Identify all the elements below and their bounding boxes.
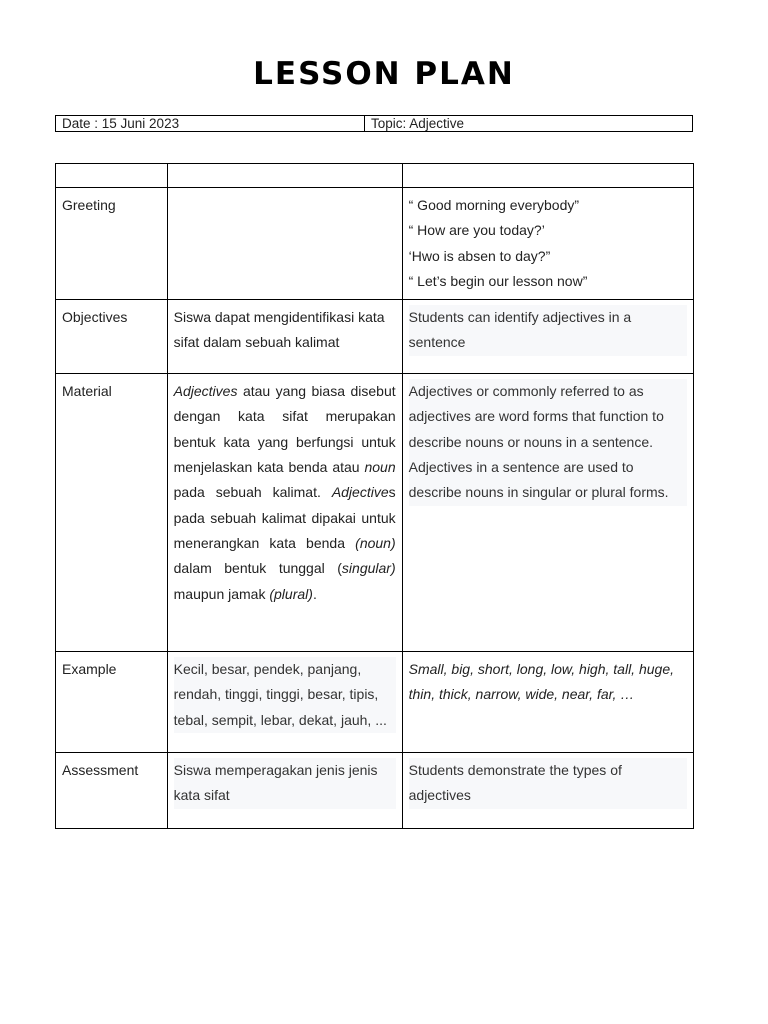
material-text: (plural) bbox=[269, 585, 313, 602]
example-en: Small, big, short, long, low, high, tall, huge, thin, thick, narrow, wide, near, far, … bbox=[402, 652, 693, 753]
table-row-material bbox=[56, 374, 694, 652]
header-table bbox=[55, 115, 693, 132]
topic-cell: Topic: Adjective bbox=[365, 116, 693, 132]
material-text: maupun jamak bbox=[173, 585, 270, 602]
greeting-line: “ Let’s begin our lesson now” bbox=[408, 272, 588, 289]
assessment-en: Students demonstrate the types of adjectives bbox=[409, 758, 687, 809]
row-label: Greeting bbox=[56, 188, 168, 300]
material-text: (noun) bbox=[355, 534, 396, 551]
greeting-line: “ How are you today?’ bbox=[408, 222, 545, 239]
table-row-objectives bbox=[56, 300, 694, 374]
material-id bbox=[167, 374, 402, 652]
greeting-line: ‘Hwo is absen to day?” bbox=[408, 247, 551, 264]
lesson-table bbox=[55, 163, 694, 829]
objectives-en: Students can identify adjectives in a sentence bbox=[409, 305, 687, 356]
row-label: Material bbox=[56, 374, 168, 652]
material-en-cell bbox=[402, 374, 693, 652]
row-label: Objectives bbox=[56, 300, 168, 374]
material-text: Adjectives bbox=[173, 383, 238, 400]
material-text: noun bbox=[364, 459, 396, 476]
objectives-en-cell bbox=[402, 300, 693, 374]
material-text: singular) bbox=[341, 560, 396, 577]
assessment-id: Siswa memperagakan jenis jenis kata sifat bbox=[174, 758, 396, 809]
page-title: LESSON PLAN bbox=[253, 56, 515, 92]
row-label: Assessment bbox=[56, 753, 168, 829]
material-text: s pada sebuah kalimat dipakai untuk menerangkan kata benda bbox=[173, 484, 396, 551]
material-text: atau yang biasa disebut dengan kata sifat merupakan bentuk kata yang berfungsi untuk menjelaskan kata benda atau bbox=[173, 383, 396, 476]
greeting-lines bbox=[402, 188, 693, 300]
table-header-row bbox=[56, 164, 694, 188]
date-cell: Date : 15 Juni 2023 bbox=[56, 116, 365, 132]
table-row-example bbox=[56, 652, 694, 753]
assessment-en-cell bbox=[402, 753, 693, 829]
table-row-greeting bbox=[56, 188, 694, 300]
material-text: dalam bentuk tunggal ( bbox=[173, 560, 342, 577]
row-label: Example bbox=[56, 652, 168, 753]
empty-cell bbox=[167, 164, 402, 188]
empty-cell bbox=[56, 164, 168, 188]
example-id-cell bbox=[167, 652, 402, 753]
empty-cell bbox=[167, 188, 402, 300]
greeting-line: “ Good morning everybody” bbox=[408, 197, 580, 213]
objectives-id: Siswa dapat mengidentifikasi kata sifat dalam sebuah kalimat bbox=[167, 300, 402, 374]
empty-cell bbox=[402, 164, 693, 188]
material-text: pada sebuah kalimat. bbox=[173, 484, 332, 501]
material-en: Adjectives or commonly referred to as adjectives are word forms that function to describe nouns or nouns in a sentence. Adjectives in a sentence are used to describe nouns in singular or plural forms. bbox=[409, 379, 687, 505]
table-row-assessment bbox=[56, 753, 694, 829]
material-text: . bbox=[312, 585, 317, 602]
assessment-id-cell bbox=[167, 753, 402, 829]
example-id: Kecil, besar, pendek, panjang, rendah, tinggi, tinggi, besar, tipis, tebal, sempit, lebar, dekat, jauh, ... bbox=[174, 657, 396, 733]
material-text: Adjective bbox=[331, 484, 389, 501]
